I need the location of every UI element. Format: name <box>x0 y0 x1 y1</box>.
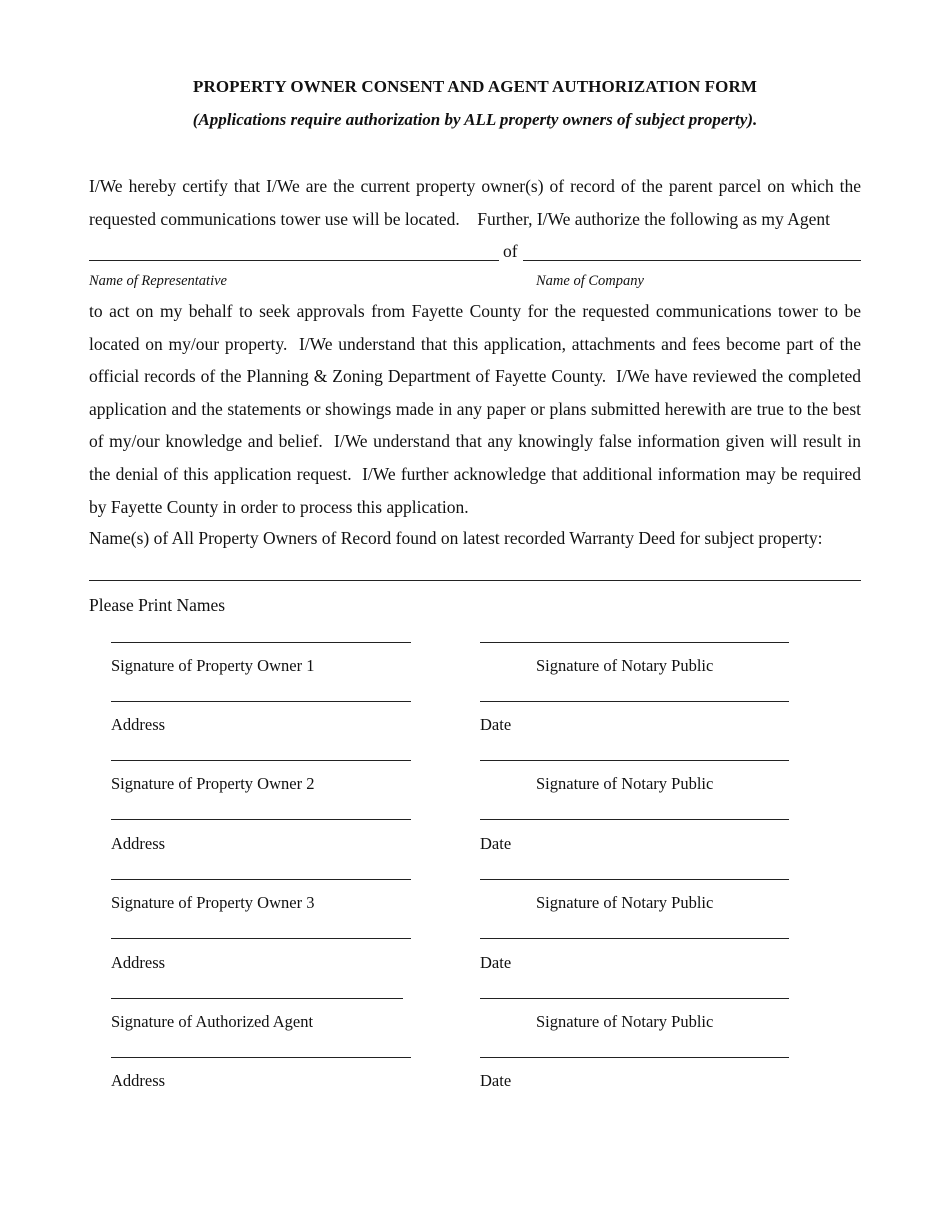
notary-3-signature-label: Signature of Notary Public <box>536 893 714 912</box>
notary-1-date-line[interactable] <box>480 701 789 702</box>
of-word: of <box>503 241 518 261</box>
please-print-names: Please Print Names <box>89 595 226 615</box>
owner-3-address-label: Address <box>111 953 166 972</box>
owner-2-signature-label: Signature of Property Owner 2 <box>111 774 315 793</box>
notary-3-date-line[interactable] <box>480 938 789 939</box>
notary-4-date-line[interactable] <box>480 1057 789 1058</box>
name-of-company-caption: Name of Company <box>536 273 644 289</box>
notary-2-signature-label: Signature of Notary Public <box>536 774 714 793</box>
notary-4-signature-label: Signature of Notary Public <box>536 1012 714 1031</box>
name-of-representative-caption: Name of Representative <box>89 273 227 289</box>
owner-3-signature-line[interactable] <box>111 879 411 880</box>
notary-1-date-label: Date <box>480 715 512 734</box>
owner-3-address-line[interactable] <box>111 938 411 939</box>
owner-2-signature-line[interactable] <box>111 760 411 761</box>
notary-2-date-label: Date <box>480 834 512 853</box>
notary-2-signature-line[interactable] <box>480 760 789 761</box>
form-title: PROPERTY OWNER CONSENT AND AGENT AUTHORIZATION FORM <box>193 77 757 96</box>
owner-1-address-line[interactable] <box>111 701 411 702</box>
agent-address-label: Address <box>111 1071 166 1090</box>
notary-4-signature-line[interactable] <box>480 998 789 999</box>
company-name-line[interactable] <box>523 260 861 261</box>
owner-1-signature-label: Signature of Property Owner 1 <box>111 656 315 675</box>
body-paragraph: to act on my behalf to seek approvals from Fayette County for the requested communications tower to be located on my/our property. I/We understand that this application, attachments and fees become part of the official records of the Planning & Zoning Department of Fayette County. I/We have reviewed the completed application and the statements or showings made in any paper or plans submitted herewith are true to the best of my/our knowledge and belief. I/We understand that any knowingly false information given will result in the denial of this application request. I/We further acknowledge that additional information may be required by Fayette County in order to process this application. <box>89 301 861 517</box>
owner-1-signature-line[interactable] <box>111 642 411 643</box>
owner-2-address-label: Address <box>111 834 166 853</box>
notary-2-date-line[interactable] <box>480 819 789 820</box>
form-subtitle: (Applications require authorization by ALL property owners of subject property). <box>192 110 758 129</box>
notary-1-signature-label: Signature of Notary Public <box>536 656 714 675</box>
notary-4-date-label: Date <box>480 1071 512 1090</box>
agent-address-line[interactable] <box>111 1057 411 1058</box>
representative-name-line[interactable] <box>89 260 499 261</box>
agent-signature-label: Signature of Authorized Agent <box>111 1012 314 1031</box>
agent-signature-line[interactable] <box>111 998 403 999</box>
notary-3-signature-line[interactable] <box>480 879 789 880</box>
notary-3-date-label: Date <box>480 953 512 972</box>
owner-1-address-label: Address <box>111 715 166 734</box>
owner-2-address-line[interactable] <box>111 819 411 820</box>
owners-of-record-label: Name(s) of All Property Owners of Record found on latest recorded Warranty Deed for subject property: <box>89 528 823 548</box>
notary-1-signature-line[interactable] <box>480 642 789 643</box>
intro-paragraph: I/We hereby certify that I/We are the current property owner(s) of record of the parent parcel on which the requested communications tower use will be located. Further, I/We authorize the following as my Agent <box>89 176 861 229</box>
owners-of-record-line[interactable] <box>89 580 861 581</box>
owner-3-signature-label: Signature of Property Owner 3 <box>111 893 315 912</box>
